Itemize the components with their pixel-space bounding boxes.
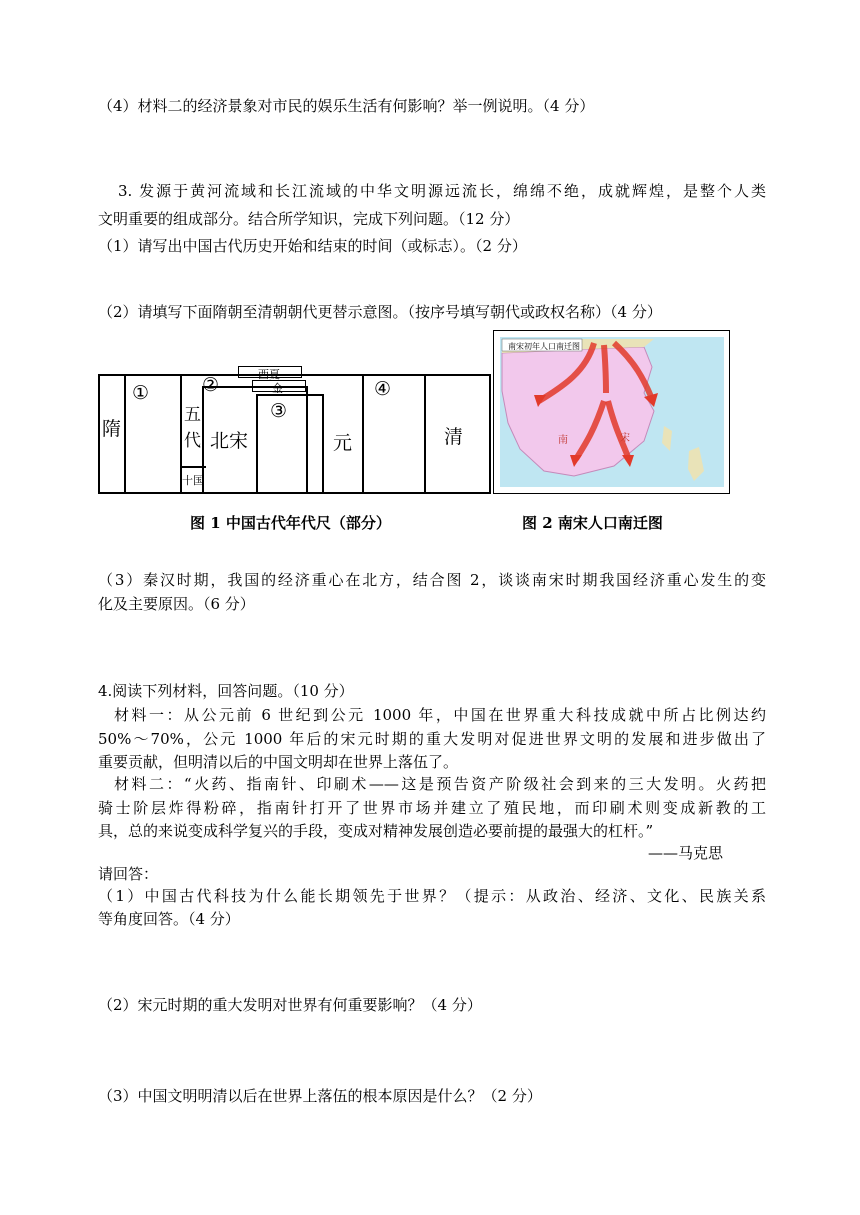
- question-3-sub1: （1）请写出中国古代历史开始和结束的时间（或标志）。（2 分）: [98, 237, 527, 255]
- dynasty-beisong: 北宋: [210, 430, 249, 452]
- timeline-divider: [362, 374, 364, 494]
- migration-map-drawing: [494, 331, 729, 493]
- question-3-intro-line1: 3. 发源于黄河流域和长江流域的中华文明源远流长，绵绵不绝，成就辉煌，是整个人类: [118, 182, 766, 200]
- timeline-divider: [424, 374, 426, 494]
- dynasty-yuan: 元: [333, 432, 353, 454]
- question-4-sub2: （2）宋元时期的重大发明对世界有何重要影响？（4 分）: [98, 996, 482, 1014]
- material-2-line3: 具，总的来说变成科学复兴的手段，变成对精神发展创造必要前提的最强大的杠杆。”: [98, 822, 654, 840]
- question-3-sub3-line1: （3）秦汉时期，我国的经济重心在北方，结合图 2，谈谈南宋时期我国经济重心发生的变: [98, 571, 766, 589]
- material-1-line3: 重要贡献，但明清以后的中国文明却在世界上落伍了。: [98, 753, 459, 771]
- dynasty-wudai-2: 代: [184, 431, 201, 451]
- question-4-sub1-line2: 等角度回答。（4 分）: [98, 910, 240, 928]
- question-2-4: （4）材料二的经济景象对市民的娱乐生活有何影响？举一例说明。（4 分）: [98, 97, 595, 115]
- dynasty-xixia: 西夏: [258, 368, 280, 381]
- question-3-intro-line2: 文明重要的组成部分。结合所学知识，完成下列问题。（12 分）: [98, 210, 520, 228]
- figure-1-caption: 图 1 中国古代年代尺（部分）: [190, 514, 391, 532]
- question-4-intro: 4.阅读下列材料，回答问题。（10 分）: [98, 682, 354, 700]
- please-answer: 请回答：: [98, 865, 159, 883]
- map-title: 南宋初年人口南迁图: [508, 342, 580, 351]
- dynasty-jin: 金: [272, 382, 283, 395]
- question-4-sub3: （3）中国文明明清以后在世界上落伍的根本原因是什么？（2 分）: [98, 1087, 542, 1105]
- question-3-sub2: （2）请填写下面隋朝至清朝朝代更替示意图。（按序号填写朝代或政权名称）（4 分）: [98, 303, 662, 321]
- blank-3: ③: [270, 400, 288, 422]
- dynasty-sui: 隋: [102, 418, 122, 440]
- dynasty-timeline: [98, 366, 491, 494]
- dynasty-shiguo: 十国: [182, 474, 204, 487]
- material-2-line1: 材料二：“火药、指南针、印刷术——这是预告资产阶级社会到来的三大发明。火药把: [114, 775, 766, 793]
- map-label-song: 宋: [620, 433, 630, 444]
- nansong-box: [256, 394, 324, 494]
- dynasty-qing: 清: [444, 426, 464, 448]
- migration-arrow: [604, 345, 606, 393]
- timeline-divider: [124, 374, 126, 494]
- blank-1: ①: [132, 382, 150, 404]
- material-1-line1: 材料一：从公元前 6 世纪到公元 1000 年，中国在世界重大科技成就中所占比例达约: [114, 706, 766, 724]
- blank-2: ②: [202, 374, 220, 396]
- question-4-sub1-line1: （1）中国古代科技为什么能长期领先于世界？（提示：从政治、经济、文化、民族关系: [98, 887, 766, 905]
- map-label-nan: 南: [558, 435, 568, 446]
- blank-4: ④: [374, 378, 392, 400]
- material-2-author: ——马克思: [648, 844, 724, 862]
- migration-map: [493, 330, 730, 494]
- figure-2-caption: 图 2 南宋人口南迁图: [522, 514, 663, 532]
- material-2-line2: 骑士阶层炸得粉碎，指南针打开了世界市场并建立了殖民地，而印刷术则变成新教的工: [98, 799, 766, 817]
- question-3-sub3-line2: 化及主要原因。（6 分）: [98, 595, 255, 613]
- material-1-line2: 50%～70%，公元 1000 年后的宋元时期的重大发明对促进世界文明的发展和进步做出了: [98, 730, 766, 748]
- dynasty-wudai-1: 五: [184, 405, 201, 425]
